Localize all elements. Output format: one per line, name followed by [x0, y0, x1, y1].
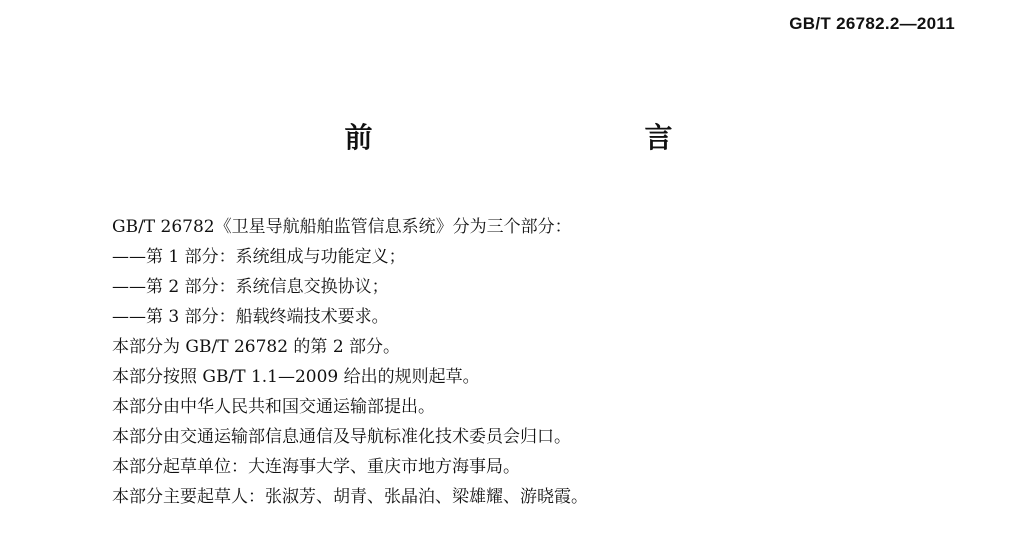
foreword-body [112, 212, 972, 512]
paragraph-series-intro: GB/T 26782《卫星导航船舶监管信息系统》分为三个部分： [112, 217, 572, 237]
paragraph-this-part: 本部分为 GB/T 26782 的第 2 部分。 [112, 337, 401, 357]
paragraph-part-3: ——第 3 部分：船载终端技术要求。 [112, 307, 389, 327]
paragraph-part-2: ——第 2 部分：系统信息交换协议； [112, 277, 389, 297]
paragraph-drafting-units: 本部分起草单位：大连海事大学、重庆市地方海事局。 [112, 457, 520, 477]
page-title: 前 言 [344, 121, 745, 154]
paragraph-drafting-rules: 本部分按照 GB/T 1.1—2009 给出的规则起草。 [112, 367, 480, 387]
paragraph-committee: 本部分由交通运输部信息通信及导航标准化技术委员会归口。 [112, 427, 571, 447]
standard-code: GB/T 26782.2—2011 [789, 14, 955, 33]
paragraph-part-1: ——第 1 部分：系统组成与功能定义； [112, 247, 406, 267]
paragraph-drafters: 本部分主要起草人：张淑芳、胡青、张晶泊、梁雄耀、游晓霞。 [112, 487, 588, 507]
paragraph-proposer: 本部分由中华人民共和国交通运输部提出。 [112, 397, 435, 417]
